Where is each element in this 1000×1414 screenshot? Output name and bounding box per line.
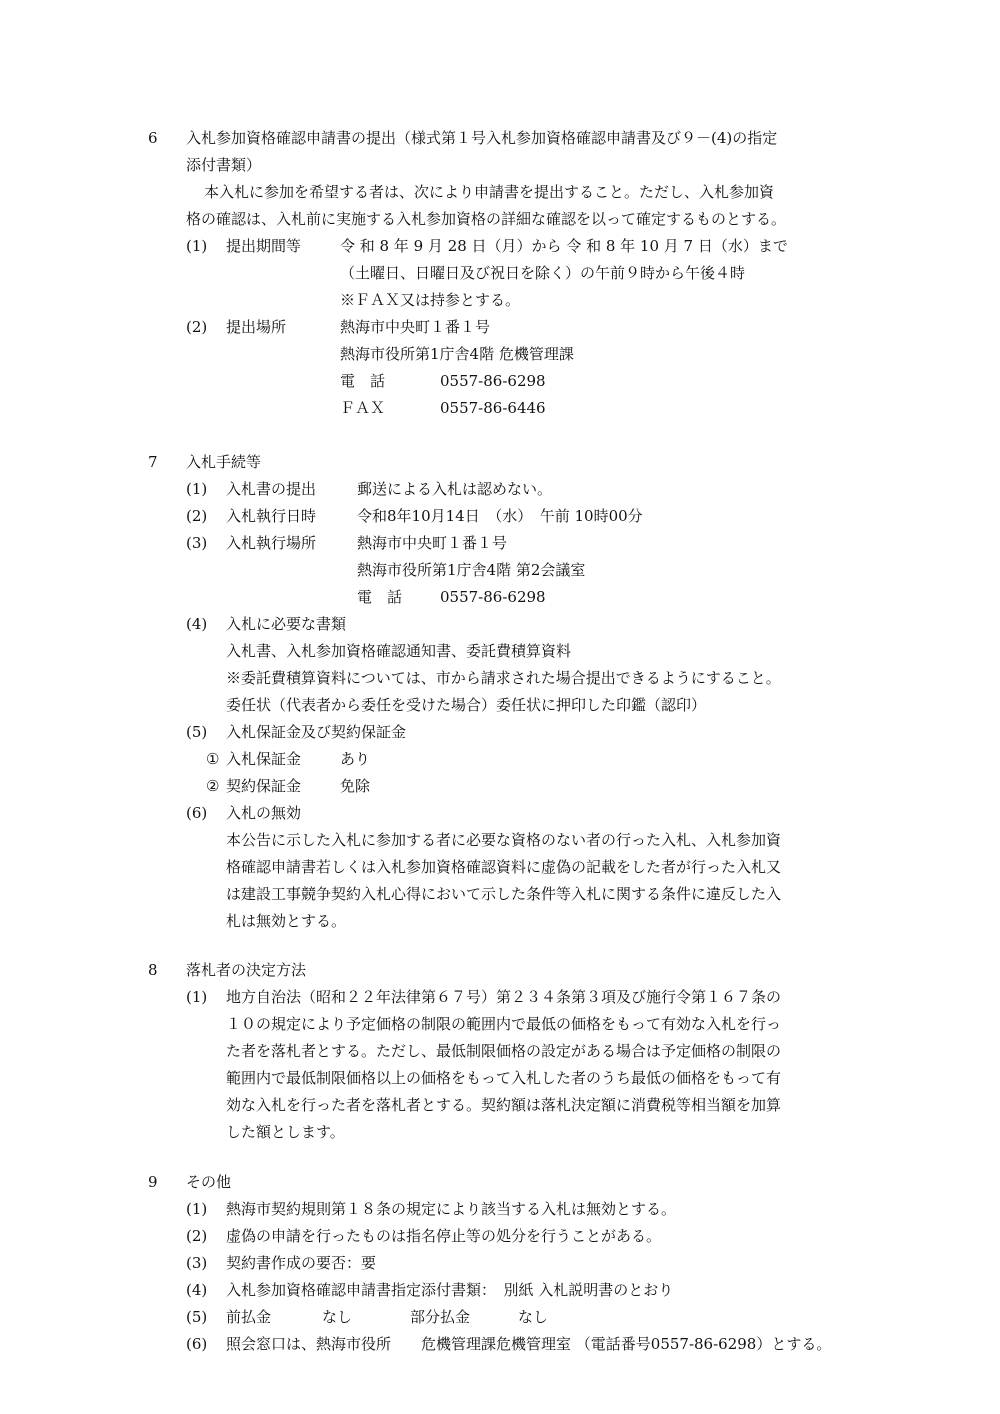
s9-item-5-partial-value: なし <box>518 1308 549 1326</box>
s7-item-5-number: (5) <box>186 723 208 741</box>
s6-item-2-address: 熱海市中央町１番１号 <box>340 318 491 336</box>
s6-item-2-office: 熱海市役所第1庁舎4階 危機管理課 <box>340 345 574 363</box>
s7-item-6-line-4: 札は無効とする。 <box>226 912 347 930</box>
section-8-title: 落札者の決定方法 <box>186 961 307 979</box>
section-6-intro-line-2: 格の確認は、入札前に実施する入札参加資格の詳細な確認を以って確定するものとする。 <box>186 210 787 228</box>
s7-item-1-number: (1) <box>186 480 208 498</box>
s9-item-3-text: 契約書作成の要否：要 <box>226 1254 377 1272</box>
s7-item-5b-label: 契約保証金 <box>226 777 302 795</box>
s7-item-1-value: 郵送による入札は認めない。 <box>357 480 553 498</box>
s7-item-5-label: 入札保証金及び契約保証金 <box>226 723 407 741</box>
section-6-intro-line-1: 本入札に参加を希望する者は、次により申請書を提出すること。ただし、入札参加資 <box>204 183 775 201</box>
s6-item-2-label: 提出場所 <box>226 318 287 336</box>
s8-item-1-line-1: 地方自治法（昭和２２年法律第６７号）第２３４条第３項及び施行令第１６７条の <box>226 988 782 1006</box>
s7-item-6-label: 入札の無効 <box>226 804 302 822</box>
s6-item-2-fax-label: ＦＡＸ <box>340 399 386 417</box>
s8-item-1-line-6: した額とします。 <box>226 1123 345 1141</box>
s9-item-5-advance-label: 前払金 <box>226 1308 272 1326</box>
s6-item-1-label: 提出期間等 <box>226 237 302 255</box>
section-9-number: 9 <box>148 1173 158 1191</box>
s7-item-6-line-3: は建設工事競争契約入札心得において示した条件等入札に関する条件に違反した入 <box>226 885 782 903</box>
section-9-title: その他 <box>186 1173 232 1191</box>
s7-item-5a-number: ① <box>206 750 220 768</box>
s9-item-5-advance-value: なし <box>322 1308 353 1326</box>
s8-item-1-number: (1) <box>186 988 208 1006</box>
s7-item-3-tel: 0557-86-6298 <box>440 588 546 606</box>
s7-item-5a-label: 入札保証金 <box>226 750 302 768</box>
section-8-number: 8 <box>148 961 158 979</box>
s6-item-2-fax: 0557-86-6446 <box>440 399 546 417</box>
s6-item-1-value-1: 令 和 8 年 9 月 28 日（月）から 令 和 8 年 10 月 7 日（水）まで <box>340 237 788 255</box>
s9-item-2-number: (2) <box>186 1227 208 1245</box>
s8-item-1-line-2: １０の規定により予定価格の制限の範囲内で最低の価格をもって有効な入札を行っ <box>226 1015 782 1033</box>
s9-item-3-number: (3) <box>186 1254 208 1272</box>
s7-item-6-line-2: 格確認申請書若しくは入札参加資格確認資料に虚偽の記載をした者が行った入札又 <box>226 858 782 876</box>
s9-item-4-text: 入札参加資格確認申請書指定添付書類： 別紙 入札説明書のとおり <box>226 1281 674 1299</box>
section-7-number: 7 <box>148 453 158 471</box>
s7-item-3-room: 熱海市役所第1庁舎4階 第2会議室 <box>357 561 586 579</box>
s6-item-1-value-3: ※ＦＡＸ又は持参とする。 <box>340 291 521 309</box>
s7-item-2-number: (2) <box>186 507 208 525</box>
s7-item-6-line-1: 本公告に示した入札に参加する者に必要な資格のない者の行った入札、入札参加資 <box>226 831 782 849</box>
s7-item-4-label: 入札に必要な書類 <box>226 615 347 633</box>
s8-item-1-line-3: た者を落札者とする。ただし、最低制限価格の設定がある場合は予定価格の制限の <box>226 1042 782 1060</box>
s9-item-2-text: 虚偽の申請を行ったものは指名停止等の処分を行うことがある。 <box>226 1227 662 1245</box>
s6-item-1-number: (1) <box>186 237 208 255</box>
s7-item-5a-value: あり <box>340 750 371 768</box>
s7-item-1-label: 入札書の提出 <box>226 480 317 498</box>
s7-item-4-number: (4) <box>186 615 208 633</box>
s7-item-4-line-2: ※委託費積算資料については、市から請求された場合提出できるようにすること。 <box>226 669 781 687</box>
s7-item-3-tel-label: 電 話 <box>357 588 403 606</box>
s7-item-3-label: 入札執行場所 <box>226 534 317 552</box>
s9-item-4-number: (4) <box>186 1281 208 1299</box>
section-6-title: 入札参加資格確認申請書の提出（様式第１号入札参加資格確認申請書及び９－(4)の指定 <box>186 129 778 147</box>
s7-item-5b-value: 免除 <box>340 777 371 795</box>
s8-item-1-line-4: 範囲内で最低制限価格以上の価格をもって入札した者のうち最低の価格をもって有 <box>226 1069 782 1087</box>
s7-item-4-line-3: 委任状（代表者から委任を受けた場合）委任状に押印した印鑑（認印） <box>226 696 707 714</box>
s7-item-5b-number: ② <box>206 777 220 795</box>
s9-item-5-number: (5) <box>186 1308 208 1326</box>
s9-item-6-text: 照会窓口は、熱海市役所 危機管理課危機管理室 （電話番号0557-86-6298）とする。 <box>226 1335 832 1353</box>
s7-item-2-label: 入札執行日時 <box>226 507 317 525</box>
s7-item-3-address: 熱海市中央町１番１号 <box>357 534 508 552</box>
s7-item-4-line-1: 入札書、入札参加資格確認通知書、委託費積算資料 <box>226 642 572 660</box>
section-6-number: 6 <box>148 129 158 147</box>
s8-item-1-line-5: 効な入札を行った者を落札者とする。契約額は落札決定額に消費税等相当額を加算 <box>226 1096 782 1114</box>
s6-item-2-tel-label: 電 話 <box>340 372 386 390</box>
section-7-title: 入札手続等 <box>186 453 262 471</box>
s6-item-2-tel: 0557-86-6298 <box>440 372 546 390</box>
s9-item-1-number: (1) <box>186 1200 208 1218</box>
s7-item-3-number: (3) <box>186 534 208 552</box>
s9-item-1-text: 熱海市契約規則第１８条の規定により該当する入札は無効とする。 <box>226 1200 677 1218</box>
s9-item-5-partial-label: 部分払金 <box>410 1308 471 1326</box>
s9-item-6-number: (6) <box>186 1335 208 1353</box>
s6-item-1-value-2: （土曜日、日曜日及び祝日を除く）の午前９時から午後４時 <box>340 264 746 282</box>
section-6-title-cont: 添付書類） <box>186 156 262 174</box>
s7-item-6-number: (6) <box>186 804 208 822</box>
s7-item-2-value: 令和8年10月14日 （水） 午前 10時00分 <box>357 507 643 525</box>
s6-item-2-number: (2) <box>186 318 208 336</box>
